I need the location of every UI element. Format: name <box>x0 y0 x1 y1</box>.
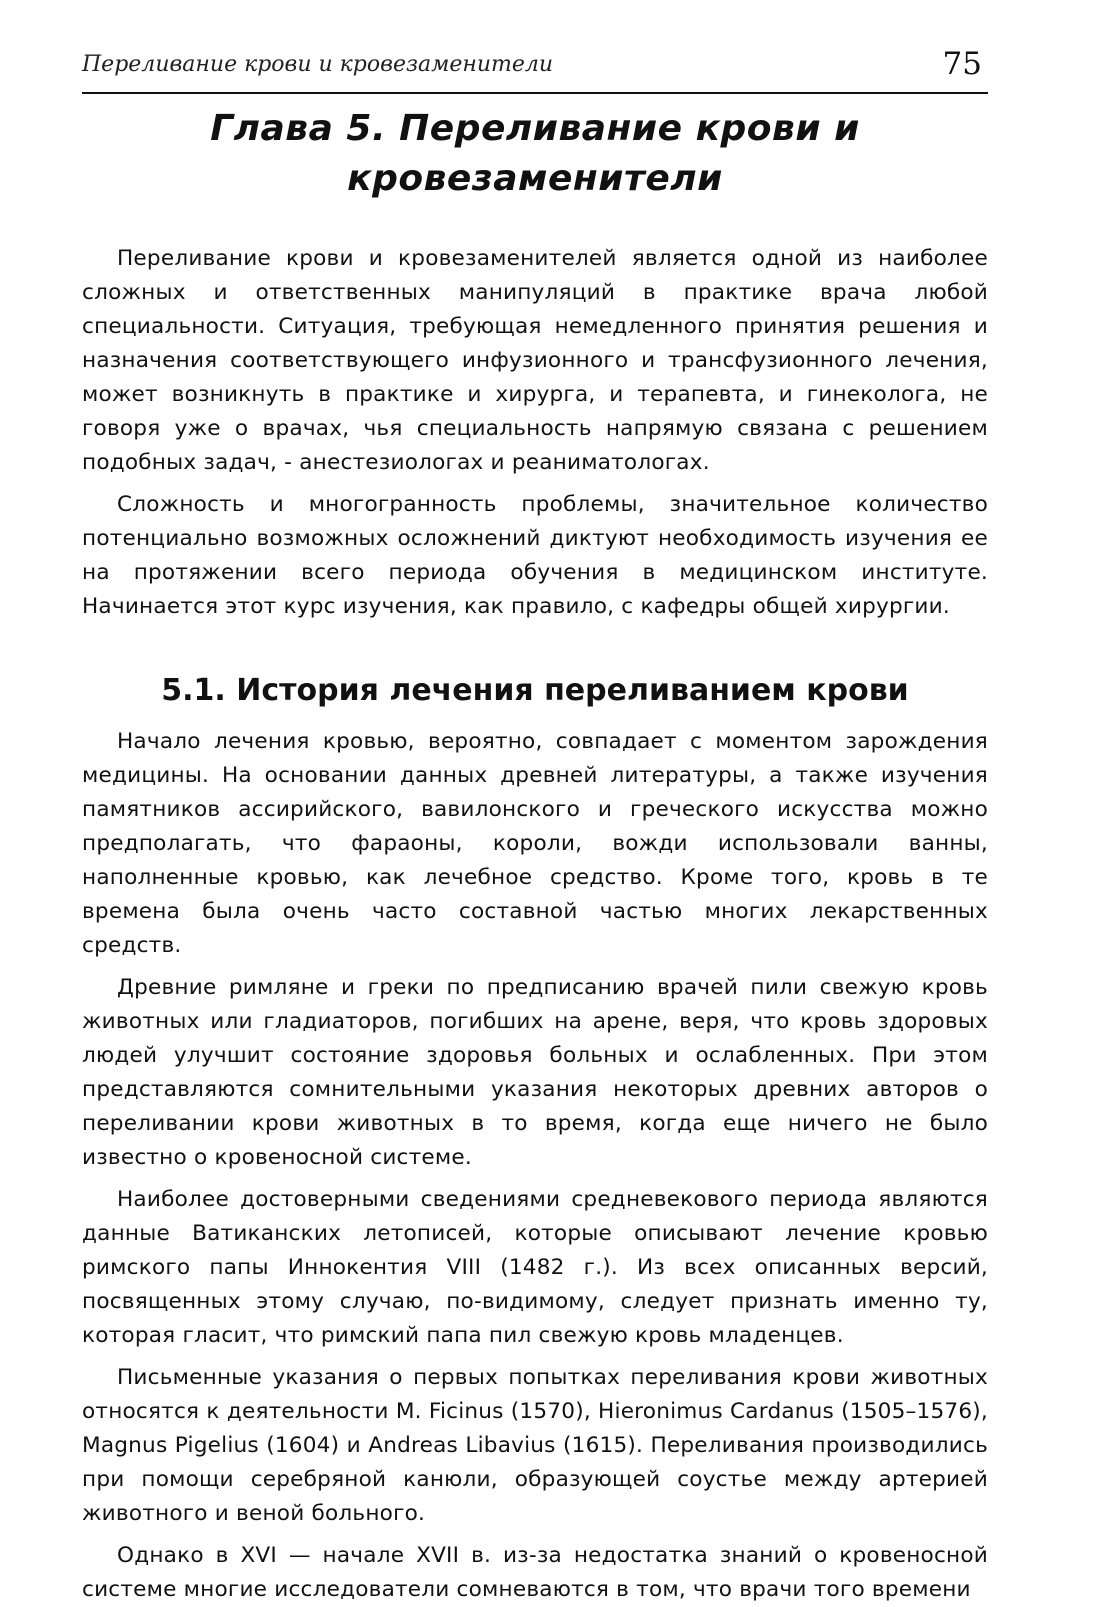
running-header <box>82 40 988 94</box>
paragraph: Наиболее достоверными сведениями средневекового периода являются данные Ватиканских летописей, которые описывают лечение кровью римского папы Иннокентия VIII (1482 г.). Из всех описанных версий, посвященных этому случаю, по-видимому, следует признать именно ту, которая гласит, что римский папа пил свежую кровь младенцев. <box>82 1187 988 1348</box>
chapter-title <box>112 104 958 204</box>
book-page <box>82 40 988 1602</box>
running-title: Переливание крови и кровезаменители <box>82 52 554 77</box>
paragraph: Древние римляне и греки по предписанию врачей пили свежую кровь животных или гладиаторов, погибших на арене, веря, что кровь здоровых людей улучшит состояние здоровья больных и ослабленных. При этом представляются сомнительными указания некоторых древних авторов о переливании крови животных в то время, когда еще ничего не было известно о кровеносной системе. <box>82 975 988 1170</box>
intro-text <box>82 242 988 624</box>
paragraph: Сложность и многогранность проблемы, значительное количество потенциально возможных осложнений диктуют необходимость изучения ее на протяжении всего периода обучения в медицинском институте. Начинается этот курс изучения, как правило, с кафедры общей хирургии. <box>82 492 988 619</box>
paragraph: Однако в XVI — начале XVII в. из-за недостатка знаний о кровеносной системе многие исследователи сомневаются в том, что врачи того времени <box>82 1543 988 1602</box>
paragraph: Начало лечения кровью, вероятно, совпадает с моментом зарождения медицины. На основании данных древней литературы, а также изучения памятников ассирийского, вавилонского и греческого искусства можно предполагать, что фараоны, короли, вожди использовали ванны, наполненные кровью, как лечебное средство. Кроме того, кровь в те времена была очень часто составной частью многих лекарственных средств. <box>82 729 988 958</box>
section-title: 5.1. История лечения переливанием крови <box>161 673 909 708</box>
chapter-title-line-1: Глава 5. Переливание крови и <box>210 108 860 149</box>
page-number: 75 <box>942 46 982 82</box>
paragraph: Письменные указания о первых попытках переливания крови животных относятся к деятельности М. Ficinus (1570), Hieronimus Cardanus (1505–1576), Magnus Pigelius (1604) и Andreas Libavius (1615). Переливания производились при помощи серебряной канюли, образующей соустье между артерией животного и веной больного. <box>82 1365 988 1526</box>
paragraph: Переливание крови и кровезаменителей является одной из наиболее сложных и ответственных манипуляций в практике врача любой специальности. Ситуация, требующая немедленного принятия решения и назначения соответствующего инфузионного и трансфузионного лечения, может возникнуть в практике и хирурга, и терапевта, и гинеколога, не говоря уже о врачах, чья специальность напрямую связана с решением подобных задач, - анестезиологах и реаниматологах. <box>82 246 988 475</box>
section-text <box>82 725 988 1607</box>
chapter-title-line-2: кровезаменители <box>347 158 723 199</box>
